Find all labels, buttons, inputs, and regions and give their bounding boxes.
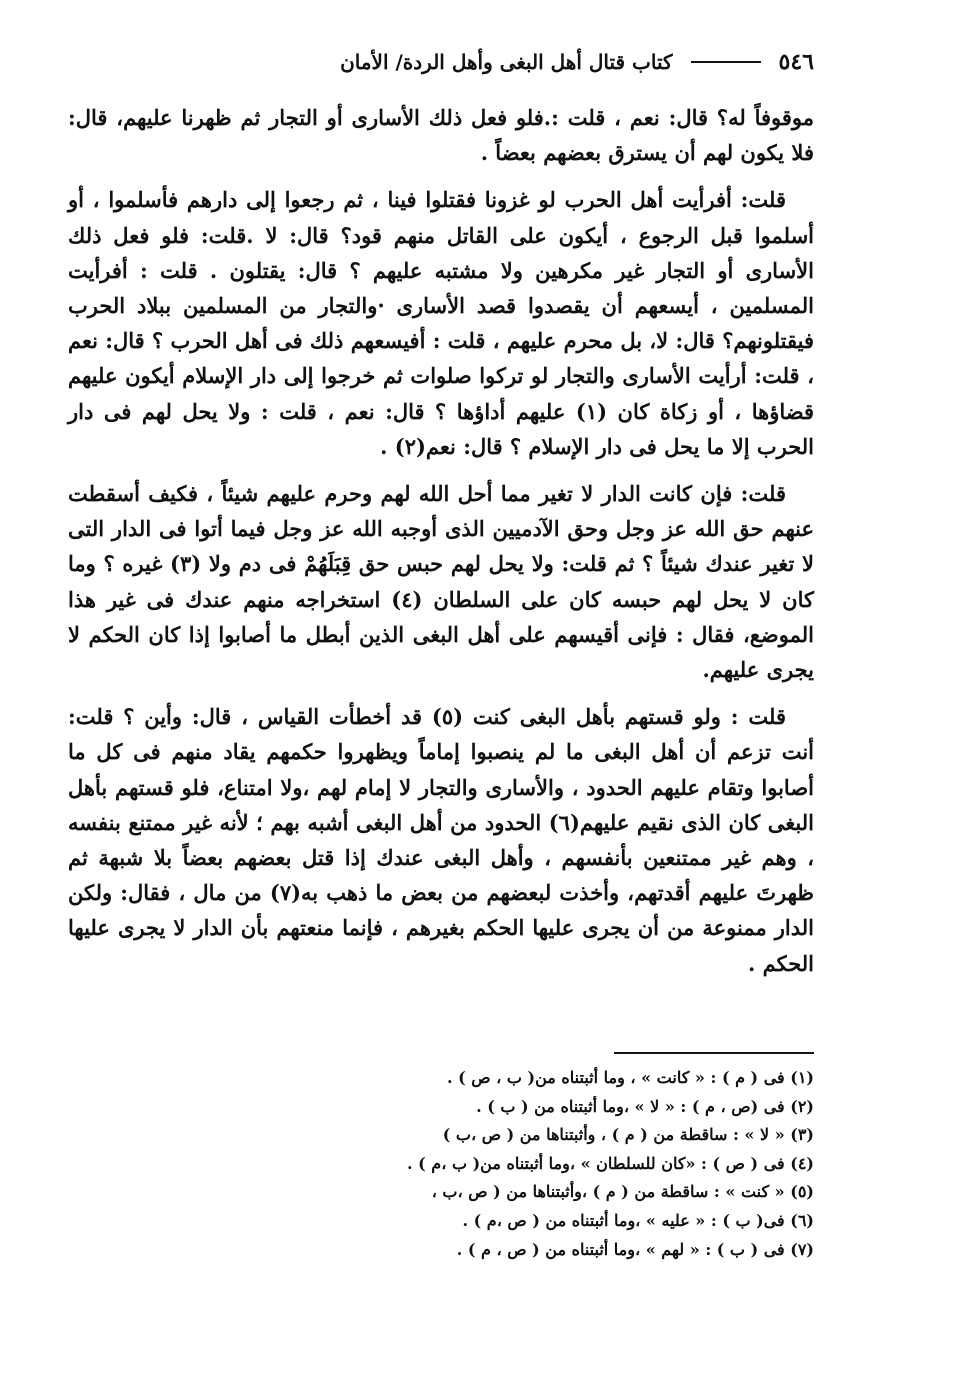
- paragraph-4: قلت : ولو قستهم بأهل البغى كنت (٥) قد أخطأت القياس ، قال: وأين ؟ قلت: أنت تزعم أن أهل البغى ما لم ينصبوا إماماً ويظهروا حكمهم يقاد منهم فى كل ما أصابوا وتقام عليهم الحدود ، والأسارى والتجار لا إمام لهم ،ولا امتناع، فلو قستهم بأهل البغى كان الذى نقيم عليهم(٦) الحدود من أهل البغى أشبه بهم ؛ لأنه غير ممتنع بنفسه ، وهم غير ممتنعين بأنفسهم ، وأهل البغى عندك إذا قتل بعضهم بعضاً بلا شبهة ثم ظهرتَ عليهم أقدتهم، وأخذت لبعضهم من بعض ما ذهب به(٧) من مال ، فقال: ولكن الدار ممنوعة من أن يجرى عليها الحكم بغيرهم ، فإنما منعتهم بأن الدار لا يجرى عليها الحكم .: [68, 704, 815, 976]
- footnote-2: (٢) فى (ص ، م ) : « لا » ،وما أثبتناه من ( ب ) .: [476, 1096, 814, 1116]
- page-header: [64, 42, 814, 82]
- footnote-1: (١) فى ( م ) : « كانت » ، وما أثبتناه من( ب ، ص ) .: [446, 1068, 814, 1087]
- footnote-5: (٥) « كنت » : ساقطة من ( م ) ،وأثبتناها من ( ص ،ب ،: [431, 1182, 814, 1202]
- paragraph-2: قلت: أفرأيت أهل الحرب لو غزونا فقتلوا فينا ، ثم رجعوا إلى دارهم فأسلموا ، أو أسلموا قبل الرجوع ، أيكون على القاتل منهم قود؟ قال: لا .قلت: فلو فعل ذلك الأسارى أو التجار غير مكرهين ولا مشتبه عليهم ؟ قال: يقتلون . قلت : أفرأيت المسلمين ، أيسعهم أن يقصدوا قصد الأسارى ·والتجار من المسلمين ببلاد الحرب فيقتلونهم؟ قال: لا، بل محرم عليهم ، قلت : أفيسعهم ذلك فى أهل الحرب ؟ قال: نعم ، قلت: أرأيت الأسارى والتجار لو تركوا صلوات ثم خرجوا إلى دار الإسلام أيكون عليهم قضاؤها ، أو زكاة كان (١) عليهم أداؤها ؟ قال: نعم ، قلت : ولا يحل لهم فى دار الحرب إلا ما يحل فى دار الإسلام ؟ قال: نعم(٢) .: [68, 187, 814, 459]
- footnote-6: (٦) فى( ب ) : « عليه » ،وما أثبتناه من ( ص ،م ) .: [462, 1210, 814, 1230]
- running-title: كتاب قتال أهل البغى وأهل الردة/ الأمان: [340, 50, 673, 74]
- header-rule: [691, 61, 761, 63]
- paragraph-1: موقوفاً له؟ قال: نعم ، قلت :.فلو فعل ذلك الأسارى أو التجار ثم ظهرنا عليهم، قال: فلا يكون لهم أن يسترق بعضهم بعضاً .: [68, 105, 814, 166]
- footnotes: [300, 1064, 814, 1264]
- main-text: [68, 100, 814, 993]
- footnote-3: (٣) « لا » : ساقطة من ( م ) ، وأثبتناها من ( ص ،ب ): [442, 1125, 814, 1145]
- footnote-7: (٧) فى ( ب ) : « لهم » ،وما أثبتناه من ( ص ، م ) .: [456, 1239, 814, 1259]
- page-number: ٥٤٦: [778, 49, 814, 75]
- footnote-4: (٤) فى ( ص ) : «كان للسلطان » ،وما أثبتناه من( ب ،م ) .: [407, 1153, 814, 1173]
- paragraph-3: قلت: فإن كانت الدار لا تغير مما أحل الله لهم وحرم عليهم شيئاً ، فكيف أسقطت عنهم حق الله عز وجل وحق الآدميين الذى أوجبه الله عز وجل فيما أتوا فى الدار التى لا تغير عندك شيئاً ؟ ثم قلت: ولا يحل لهم حبس حق قِبَلَهُمْ فى دم ولا (٣) غيره ؟ وما كان لا يحل لهم حبسه كان على السلطان (٤) استخراجه منهم عندك فى غير هذا الموضع، فقال : فإنى أقيسهم على أهل البغى الذين أبطل ما أصابوا إذا كان الحكم لا يجرى عليهم.: [68, 481, 814, 683]
- footnote-separator: [614, 1052, 814, 1054]
